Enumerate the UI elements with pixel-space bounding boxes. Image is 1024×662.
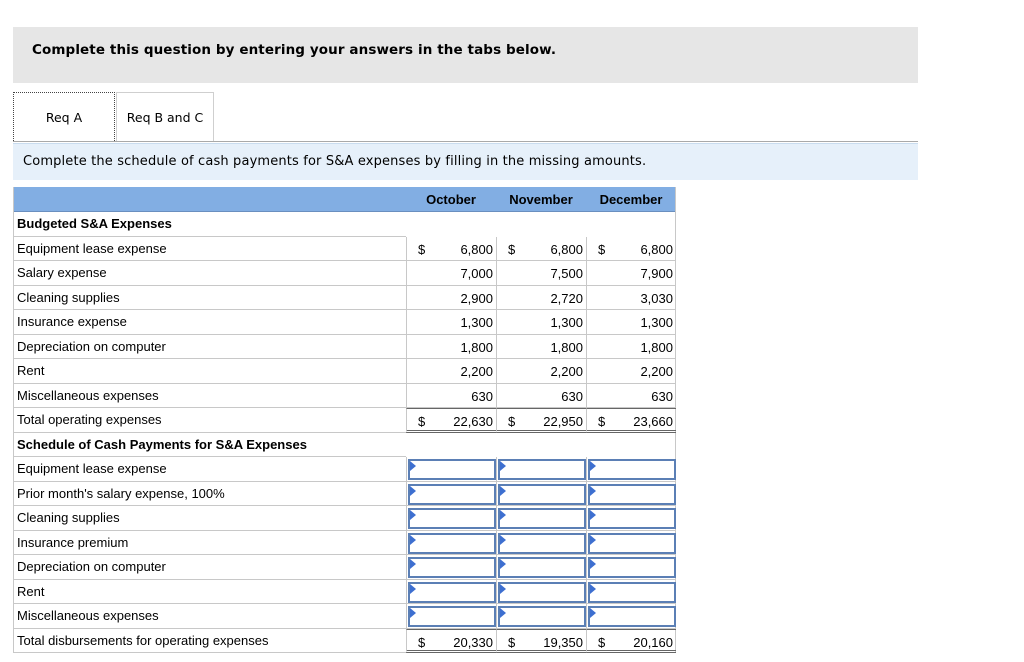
amount-value: 7,000	[460, 266, 493, 281]
value-cell	[586, 310, 676, 335]
value-cell	[586, 261, 676, 286]
value-cell	[496, 286, 586, 311]
amount-value: 7,500	[550, 266, 583, 281]
banner-text: Complete this question by entering your answers in the tabs below.	[32, 42, 557, 58]
amount-input[interactable]	[588, 606, 676, 627]
amount-input[interactable]	[498, 508, 586, 529]
currency-symbol: $	[418, 241, 426, 257]
value-cell	[496, 310, 586, 335]
value-cell	[586, 629, 676, 654]
value-cell	[496, 629, 586, 654]
currency-symbol: $	[418, 414, 426, 429]
input-cell	[586, 580, 676, 605]
input-cell	[406, 506, 496, 531]
table-row	[13, 359, 676, 384]
input-cell	[406, 604, 496, 629]
value-cell	[406, 384, 496, 409]
amount-value: 2,200	[460, 364, 493, 379]
amount-input[interactable]	[408, 508, 496, 529]
table-row	[13, 384, 676, 409]
column-header-november: November	[509, 192, 573, 207]
amount-value: 6,800	[640, 241, 673, 257]
value-cell	[586, 359, 676, 384]
amount-input[interactable]	[408, 484, 496, 505]
value-cell	[406, 261, 496, 286]
amount-input[interactable]	[498, 484, 586, 505]
row-label: Cleaning supplies	[13, 506, 406, 531]
amount-input[interactable]	[408, 606, 496, 627]
value-cell	[496, 237, 586, 262]
currency-symbol: $	[508, 414, 516, 429]
amount-value: 7,900	[640, 266, 673, 281]
amount-value: 20,160	[633, 634, 673, 650]
total-row	[13, 408, 676, 433]
question-banner	[13, 27, 918, 83]
section-header-row	[13, 433, 676, 458]
section-title: Budgeted S&A Expenses	[13, 212, 406, 237]
row-label: Miscellaneous expenses	[13, 384, 406, 409]
value-cell	[406, 286, 496, 311]
amount-input[interactable]	[588, 582, 676, 603]
row-label: Depreciation on computer	[13, 555, 406, 580]
amount-value: 22,630	[453, 414, 493, 429]
tab-req-a-label: Req A	[45, 109, 83, 125]
amount-input[interactable]	[588, 533, 676, 554]
currency-symbol: $	[598, 414, 606, 429]
amount-input[interactable]	[408, 582, 496, 603]
amount-value: 6,800	[460, 241, 493, 257]
table-row	[13, 580, 676, 605]
amount-input[interactable]	[408, 557, 496, 578]
row-label: Insurance premium	[13, 531, 406, 556]
row-label: Prior month's salary expense, 100%	[13, 482, 406, 507]
amount-input[interactable]	[408, 459, 496, 480]
input-cell	[406, 531, 496, 556]
input-cell	[586, 604, 676, 629]
value-cell	[586, 335, 676, 360]
tab-divider	[13, 141, 918, 142]
amount-value: 630	[471, 388, 493, 404]
currency-symbol: $	[598, 241, 606, 257]
row-label: Rent	[13, 359, 406, 384]
input-cell	[406, 482, 496, 507]
amount-value: 23,660	[633, 414, 673, 429]
row-label: Total operating expenses	[13, 408, 406, 433]
amount-value: 1,300	[460, 315, 493, 330]
row-label: Equipment lease expense	[13, 237, 406, 262]
value-cell	[496, 335, 586, 360]
input-cell	[496, 604, 586, 629]
amount-value: 1,800	[550, 339, 583, 355]
input-cell	[586, 457, 676, 482]
table-row	[13, 335, 676, 360]
input-cell	[496, 457, 586, 482]
currency-symbol: $	[598, 634, 606, 650]
amount-input[interactable]	[498, 533, 586, 554]
value-cell	[586, 286, 676, 311]
table-row	[13, 237, 676, 262]
input-cell	[406, 580, 496, 605]
value-cell	[496, 359, 586, 384]
amount-value: 3,030	[640, 290, 673, 306]
amount-value: 19,350	[543, 634, 583, 650]
table-row	[13, 310, 676, 335]
amount-value: 2,900	[460, 290, 493, 306]
input-cell	[586, 482, 676, 507]
input-cell	[496, 555, 586, 580]
value-cell	[406, 408, 496, 433]
currency-symbol: $	[508, 634, 516, 650]
amount-input[interactable]	[498, 606, 586, 627]
amount-value: 22,950	[543, 414, 583, 429]
input-cell	[586, 555, 676, 580]
amount-input[interactable]	[408, 533, 496, 554]
instruction-text: Complete the schedule of cash payments for S&A expenses by filling in the missing amounts.	[23, 154, 647, 169]
row-label: Equipment lease expense	[13, 457, 406, 482]
tab-req-b-and-c-label: Req B and C	[126, 109, 204, 125]
input-cell	[496, 531, 586, 556]
table-row	[13, 604, 676, 629]
table-row	[13, 286, 676, 311]
amount-value: 2,720	[550, 290, 583, 306]
amount-input[interactable]	[588, 484, 676, 505]
row-label: Cleaning supplies	[13, 286, 406, 311]
amount-value: 1,800	[640, 339, 673, 355]
row-label: Miscellaneous expenses	[13, 604, 406, 629]
cash-payments-table	[13, 187, 676, 653]
table-row	[13, 531, 676, 556]
column-header-october: October	[426, 192, 476, 207]
value-cell	[406, 335, 496, 360]
amount-value: 1,300	[550, 315, 583, 330]
row-label: Insurance expense	[13, 310, 406, 335]
amount-value: 630	[651, 388, 673, 404]
column-header-december: December	[599, 192, 663, 207]
value-cell	[496, 261, 586, 286]
value-cell	[586, 408, 676, 433]
input-cell	[406, 555, 496, 580]
amount-value: 630	[561, 388, 583, 404]
input-cell	[406, 457, 496, 482]
instruction-bar	[13, 143, 918, 180]
row-label: Total disbursements for operating expenses	[13, 629, 406, 654]
amount-input[interactable]	[498, 459, 586, 480]
value-cell	[496, 408, 586, 433]
amount-value: 1,300	[640, 315, 673, 330]
tab-req-b-and-c[interactable]	[116, 92, 214, 141]
amount-value: 20,330	[453, 634, 493, 650]
amount-input[interactable]	[498, 557, 586, 578]
total-row	[13, 629, 676, 654]
table-row	[13, 261, 676, 286]
currency-symbol: $	[508, 241, 516, 257]
table-row	[13, 482, 676, 507]
table-row	[13, 555, 676, 580]
amount-value: 1,800	[460, 339, 493, 355]
tab-req-a[interactable]	[13, 92, 115, 141]
table-row	[13, 457, 676, 482]
table-row	[13, 506, 676, 531]
section-title: Schedule of Cash Payments for S&A Expenses	[13, 433, 406, 458]
row-label: Depreciation on computer	[13, 335, 406, 360]
value-cell	[586, 237, 676, 262]
amount-value: 6,800	[550, 241, 583, 257]
row-label: Salary expense	[13, 261, 406, 286]
value-cell	[406, 310, 496, 335]
input-cell	[586, 531, 676, 556]
input-cell	[586, 506, 676, 531]
amount-input[interactable]	[588, 557, 676, 578]
amount-value: 2,200	[550, 364, 583, 379]
amount-input[interactable]	[588, 508, 676, 529]
input-cell	[496, 580, 586, 605]
currency-symbol: $	[418, 634, 426, 650]
value-cell	[406, 237, 496, 262]
value-cell	[406, 629, 496, 654]
value-cell	[586, 384, 676, 409]
value-cell	[406, 359, 496, 384]
row-label: Rent	[13, 580, 406, 605]
input-cell	[496, 482, 586, 507]
input-cell	[496, 506, 586, 531]
value-cell	[496, 384, 586, 409]
section-header-row	[13, 212, 676, 237]
amount-value: 2,200	[640, 364, 673, 379]
amount-input[interactable]	[498, 582, 586, 603]
amount-input[interactable]	[588, 459, 676, 480]
